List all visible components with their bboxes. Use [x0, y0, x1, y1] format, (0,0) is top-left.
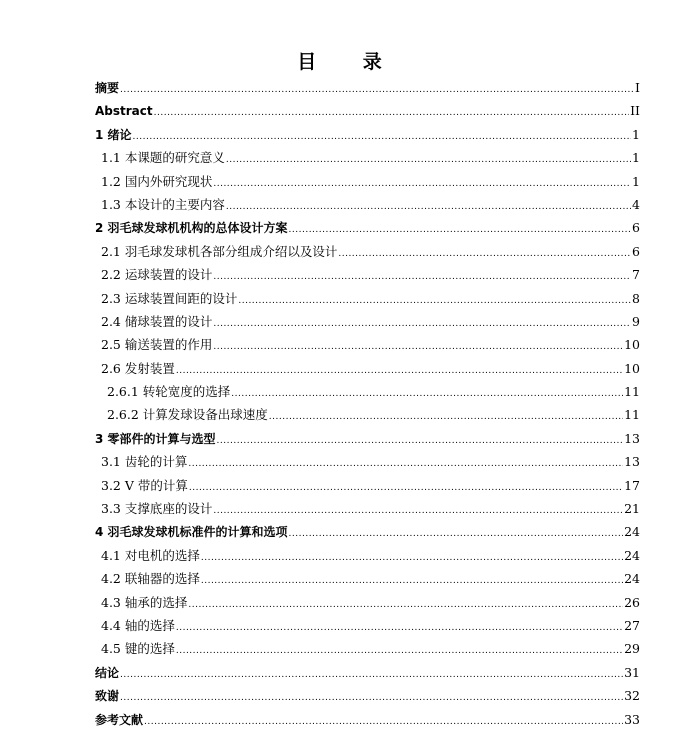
toc-entry[interactable]: [95, 333, 640, 356]
toc-entry[interactable]: [95, 310, 640, 333]
toc-dot-leader: [289, 523, 624, 546]
toc-dot-leader: [217, 430, 624, 453]
toc-entry-title: 4 羽毛球发球机标准件的计算和选项: [95, 525, 288, 540]
toc-entry-title: 3.3 支撑底座的设计: [101, 501, 213, 517]
toc-entry[interactable]: [95, 544, 640, 567]
toc-dot-leader: [213, 173, 631, 196]
toc-entry-page-number: 24: [624, 547, 640, 563]
toc-entry-title: 3.2 V 带的计算: [101, 477, 188, 493]
toc-entry-page-number: II: [630, 103, 640, 119]
toc-entry-page-number: 26: [624, 594, 640, 610]
toc-entry[interactable]: [95, 380, 640, 403]
toc-entry[interactable]: [95, 474, 640, 497]
toc-entry-page-number: 32: [624, 688, 640, 704]
toc-dot-leader: [238, 290, 631, 313]
toc-entry[interactable]: [95, 193, 640, 216]
toc-entry[interactable]: [95, 591, 640, 614]
toc-entry-title: 致谢: [95, 689, 120, 704]
toc-entry-title: 2 羽毛球发球机机构的总体设计方案: [95, 221, 288, 236]
toc-entry-title: 2.6 发射装置: [101, 360, 175, 376]
toc-entry-title: 1.3 本设计的主要内容: [101, 196, 225, 212]
toc-entry-page-number: 4: [632, 196, 640, 212]
toc-entry[interactable]: [95, 263, 640, 286]
toc-entry[interactable]: [95, 76, 640, 99]
toc-dot-leader: [269, 406, 623, 429]
toc-entry-page-number: 33: [624, 711, 640, 727]
toc-entry-title: 摘要: [95, 81, 120, 95]
toc-entry[interactable]: [95, 357, 640, 380]
toc-dot-leader: [176, 360, 623, 383]
toc-entry[interactable]: [95, 614, 640, 637]
toc-dot-leader: [176, 640, 623, 663]
toc-entry-title: 3.1 齿轮的计算: [101, 454, 188, 470]
page-title: 目 录: [297, 51, 402, 73]
toc-dot-leader: [201, 547, 623, 570]
toc-entry-title: 参考文献: [95, 712, 144, 727]
toc-entry-title: 4.2 联轴器的选择: [101, 571, 200, 587]
toc-dot-leader: [338, 243, 631, 266]
toc-dot-leader: [226, 196, 631, 219]
toc-entry-page-number: 24: [624, 571, 640, 587]
toc-entry-page-number: 1: [632, 150, 640, 166]
toc-dot-leader: [226, 149, 631, 172]
toc-entry-title: 2.5 输送装置的作用: [101, 337, 213, 353]
toc-entry-page-number: 13: [624, 454, 640, 470]
toc-entry-title: 1.2 国内外研究现状: [101, 173, 213, 189]
toc-entry-page-number: I: [635, 80, 640, 95]
toc-entry-page-number: 11: [624, 384, 640, 400]
toc-entry-title: 结论: [95, 665, 120, 680]
toc-entry-title: 2.6.1 转轮宽度的选择: [107, 384, 231, 400]
toc-dot-leader: [144, 711, 623, 734]
toc-dot-leader: [213, 266, 631, 289]
toc-entry-page-number: 8: [632, 290, 640, 306]
toc-entry-title: 2.1 羽毛球发球机各部分组成介绍以及设计: [101, 243, 338, 259]
toc-entry-page-number: 27: [624, 617, 640, 633]
toc-entry[interactable]: [95, 216, 640, 239]
toc-entry-title: 2.2 运球装置的设计: [101, 267, 213, 283]
toc-entry-page-number: 11: [624, 407, 640, 423]
toc-dot-leader: [133, 126, 632, 149]
toc-entry-page-number: 10: [624, 360, 640, 376]
toc-entry-page-number: 9: [632, 313, 640, 329]
toc-entry-title: 4.5 键的选择: [101, 641, 175, 657]
toc-entry[interactable]: [95, 637, 640, 660]
toc-entry[interactable]: [95, 708, 640, 731]
toc-entry[interactable]: [95, 520, 640, 543]
toc-entry[interactable]: [95, 99, 640, 122]
toc-entry-title: Abstract: [95, 104, 153, 119]
toc-entry[interactable]: [95, 684, 640, 707]
toc-entry-page-number: 6: [632, 220, 640, 236]
toc-dot-leader: [176, 617, 623, 640]
toc-dot-leader: [289, 219, 632, 242]
toc-entry[interactable]: [95, 427, 640, 450]
toc-entry-title: 1.1 本课题的研究意义: [101, 150, 225, 166]
toc-dot-leader: [188, 594, 623, 617]
toc-entry[interactable]: [95, 403, 640, 426]
toc-entry-title: 4.3 轴承的选择: [101, 594, 188, 610]
toc-entry[interactable]: [95, 661, 640, 684]
toc-entry-page-number: 10: [624, 337, 640, 353]
toc-entry-page-number: 1: [632, 126, 640, 142]
toc-entry-page-number: 1: [632, 173, 640, 189]
toc-dot-leader: [120, 79, 634, 102]
toc-dot-leader: [120, 687, 623, 710]
toc-dot-leader: [189, 477, 623, 500]
toc-dot-leader: [213, 336, 623, 359]
toc-entry-title: 4.1 对电机的选择: [101, 547, 200, 563]
toc-entry-title: 1 绪论: [95, 127, 132, 142]
toc-entry-title: 2.6.2 计算发球设备出球速度: [107, 407, 268, 423]
toc-entry-title: 4.4 轴的选择: [101, 617, 175, 633]
toc-entry-page-number: 13: [624, 430, 640, 446]
toc-entry[interactable]: [95, 123, 640, 146]
toc-dot-leader: [120, 664, 623, 687]
toc-entry[interactable]: [95, 497, 640, 520]
toc-entry-page-number: 6: [632, 243, 640, 259]
toc-entry-page-number: 7: [632, 267, 640, 283]
toc-entry[interactable]: [95, 567, 640, 590]
toc-entry[interactable]: [95, 287, 640, 310]
toc-entry[interactable]: [95, 240, 640, 263]
toc-dot-leader: [231, 383, 623, 406]
toc-entry-page-number: 29: [624, 641, 640, 657]
toc-entry-page-number: 31: [624, 664, 640, 680]
toc-entry-page-number: 21: [624, 501, 640, 517]
toc-entry[interactable]: [95, 146, 640, 169]
toc-dot-leader: [213, 500, 623, 523]
toc-dot-leader: [201, 570, 623, 593]
toc-entry-title: 2.3 运球装置间距的设计: [101, 290, 238, 306]
toc-entry-title: 3 零部件的计算与选型: [95, 431, 216, 446]
toc-entry-title: 2.4 储球装置的设计: [101, 313, 213, 329]
toc-entry-page-number: 24: [624, 524, 640, 540]
toc-entry[interactable]: [95, 170, 640, 193]
toc-entry[interactable]: [95, 450, 640, 473]
toc-dot-leader: [154, 102, 629, 125]
table-of-contents: [95, 76, 640, 731]
toc-dot-leader: [188, 453, 623, 476]
toc-dot-leader: [213, 313, 631, 336]
toc-entry-page-number: 17: [624, 477, 640, 493]
